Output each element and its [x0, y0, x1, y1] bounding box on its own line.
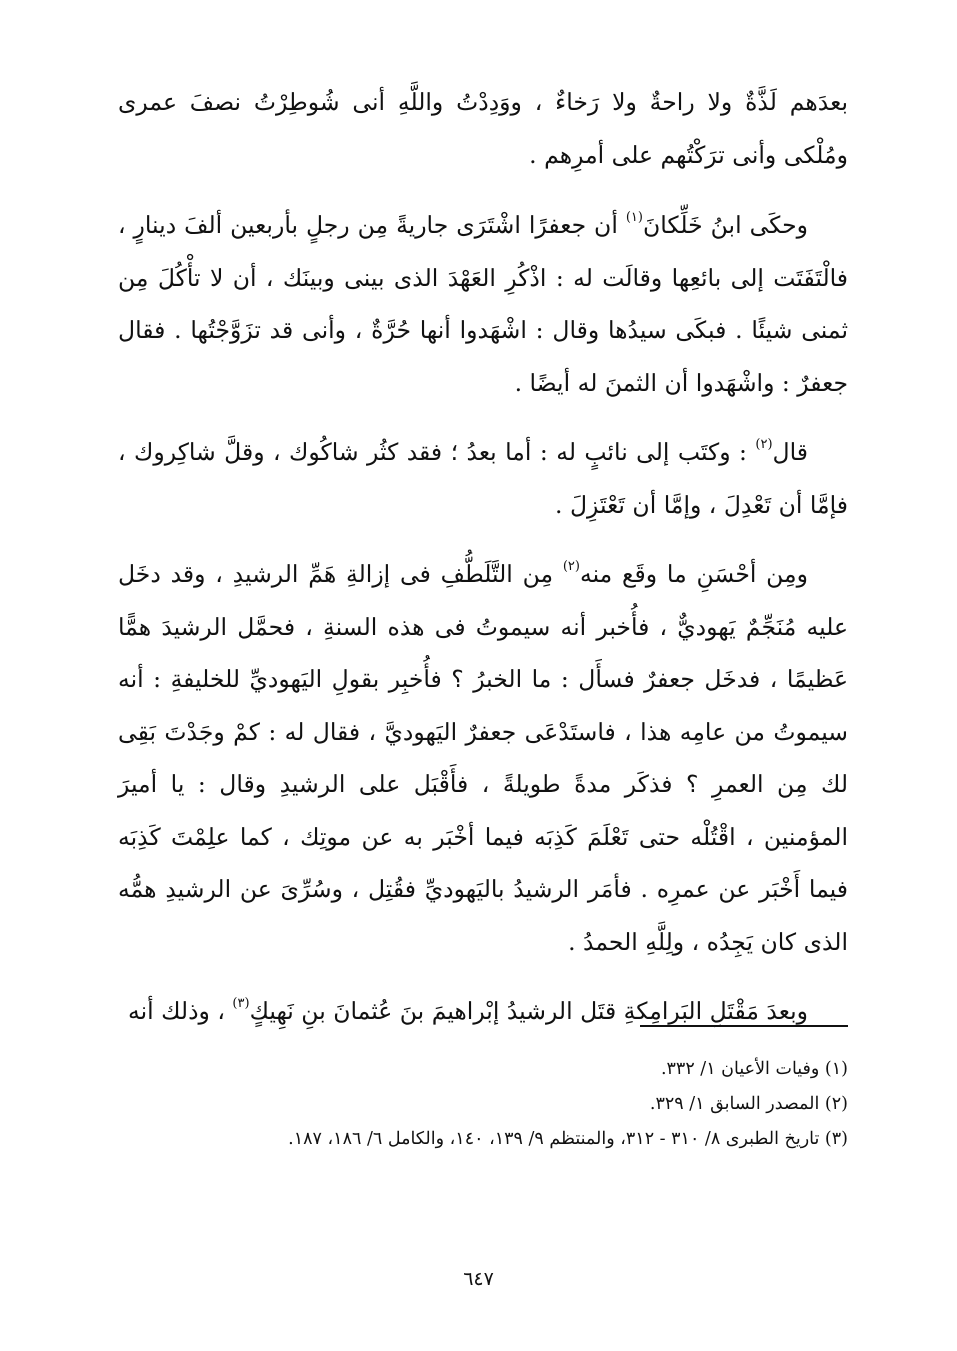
paragraph-2-text-end: أن جعفرًا اشْتَرَى جاريةً مِن رجلٍ بأربعين ألفَ دينارٍ ، فالْتَفَتَت إلى بائعِها وقالَت له : اذْكُرِ العَهْدَ الذى بينى وبينَك ، أن لا تأْكُلَ مِن ثمنى شيئًا . فبكَى سيدُها وقال : اشْهَدوا أنها حُرَّةٌ ، وأنى قد تزَوَّجْتُها . فقال جعفرٌ : واشْهَدوا أن الثمنَ له أيضًا . [118, 211, 848, 397]
footnote-ref-2b: (٢) [562, 559, 580, 574]
page-number: ٦٤٧ [463, 1268, 494, 1290]
paragraph-5 [118, 985, 848, 1038]
footnote-ref-3: (٣) [232, 996, 250, 1011]
paragraph-3-text-end: : وكتَب إلى نائبٍ له : أما بعدُ ؛ فقد كثُر شاكُوك ، وقلَّ شاكِروك ، فإمَّا أن تَعْدِلَ ، وإمَّا أن تَعْتَزِلَ . [118, 438, 848, 519]
paragraph-4-text-end: مِن التَّلَطُّفِ فى إزالةِ هَمِّ الرشيدِ ، وقد دخَل عليه مُنَجِّمٌ يَهوديٌّ ، فأُخبر أنه سيموتُ فى هذه السنةِ ، فحمَّل الرشيدَ همًّا عَظيمًا ، فدخَل جعفرٌ فسأَل : ما الخبرُ ؟ فأُخبِر بقولِ اليَهوديِّ للخليفةِ : أنه سيموتُ من عامِه هذا ، فاستَدْعَى جعفرٌ اليَهوديَّ ، فقال له : كمْ وجَدْتَ بَقِى لك مِن العمرِ ؟ فذكَر مدةً طويلةً ، فأَقْبَل على الرشيدِ وقال : يا أميرَ المؤمنين ، اقْتُلْه حتى تَعْلَمَ كَذِبَه فيما أخْبَر به عن موتِك ، كما علِمْتَ كَذِبَه فيما أَخْبَر عن عمرِه . فأمَر الرشيدُ باليَهوديِّ فقُتِل ، وسُرِّىَ عن الرشيدِ همُّه الذى كان يَجِدُه ، ولِلَّهِ الحمدُ . [118, 560, 848, 956]
paragraph-4-text-start: ومِن أحْسَنِ ما وقَع منه [579, 560, 808, 588]
footnote-3: (٣) تاريخ الطبرى ٨/ ٣١٠ - ٣١٢، والمنتظم ٩/ ١٣٩، ١٤٠، والكامل ٦/ ١٨٦، ١٨٧. [288, 1129, 848, 1149]
footnote-1: (١) وفيات الأعيان ١/ ٣٣٢. [660, 1059, 848, 1079]
main-text [118, 76, 848, 1055]
footnote-divider [640, 1025, 848, 1027]
paragraph-2-text-start: وحكَى ابنُ خَلِّكانَ [642, 211, 809, 239]
footnote-2: (٢) المصدر السابق ١/ ٣٢٩. [649, 1094, 848, 1114]
paragraph-5-text-end: ، وذلك أنه [127, 997, 233, 1025]
footnote-ref-1: (١) [625, 210, 643, 225]
paragraph-1-text: بعدَهم لَذَّةٌ ولا راحةٌ ولا رَخاءٌ ، ووَدِدْتُ واللَّهِ أنى شُوطِرْتُ نصفَ عمرى ومُلْكى وأنى ترَكْتُهم على أمرِهم . [118, 88, 848, 169]
footnote-ref-2: (٢) [755, 437, 773, 452]
paragraph-1 [118, 76, 848, 181]
footnotes [118, 1052, 848, 1157]
paragraph-3-text-start: قال [772, 438, 808, 466]
paragraph-5-text-start: وبعدَ مَقْتَلِ البَرامِكةِ قتَل الرشيدُ إبْراهيمَ بنَ عُثمانَ بنِ نَهِيكٍ [249, 997, 808, 1025]
paragraph-3 [118, 426, 848, 531]
paragraph-4 [118, 548, 848, 968]
paragraph-2 [118, 199, 848, 409]
